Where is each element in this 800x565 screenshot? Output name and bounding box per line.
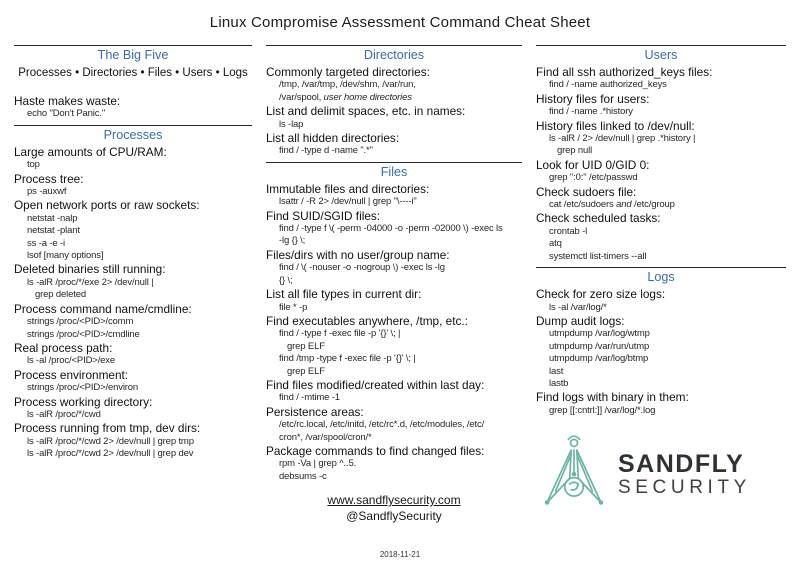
entry-process-command-name-cmdline — [14, 302, 252, 341]
entry-find-all-ssh-authorized-keys-files — [536, 65, 786, 92]
entry-label: Check scheduled tasks: — [536, 211, 661, 226]
entry-process-environment — [14, 368, 252, 395]
command-line: systemctl list-timers --all — [549, 250, 647, 262]
entry-files-dirs-with-no-user-group-name — [266, 248, 522, 287]
divider-rule — [266, 45, 522, 46]
divider-rule — [536, 45, 786, 46]
command-line: ps -auxwf — [27, 186, 67, 198]
command-line — [536, 199, 786, 211]
entry-label: Process command name/cmdline: — [14, 301, 192, 316]
command-line — [266, 92, 522, 104]
command-line: cron*, /var/spool/cron/* — [279, 431, 372, 443]
command-line: grep ":0:" /etc/passwd — [549, 172, 638, 184]
entry-check-sudoers-file — [536, 185, 786, 212]
entry-label: List all hidden directories: — [266, 131, 400, 146]
command-line: grep null — [557, 145, 593, 157]
command-line: rpm -Va | grep ^..5. — [279, 458, 357, 470]
entry-check-for-zero-size-logs — [536, 287, 786, 314]
column-3 — [536, 41, 786, 524]
command-line: netstat -nalp — [27, 212, 78, 224]
entry-label: Files/dirs with no user/group name: — [266, 247, 450, 262]
column-2 — [266, 41, 522, 524]
command-line: ls -alR /proc/*/exe 2> /dev/null | — [27, 276, 154, 288]
entry-label: Process working directory: — [14, 394, 153, 409]
command-line: ls -alR /proc/*/cwd 2> /dev/null | grep dev — [27, 448, 194, 460]
entry-label: List and delimit spaces, etc. in names: — [266, 104, 466, 119]
entry-immutable-files-and-directories — [266, 182, 522, 209]
command-text: /etc/group — [631, 199, 675, 211]
entry-label: Dump audit logs: — [536, 313, 625, 328]
entry-label: Large amounts of CPU/RAM: — [14, 144, 167, 159]
command-line: {} \; — [279, 274, 293, 286]
entry-label: Process tree: — [14, 171, 84, 186]
command-line: -lg {} \; — [279, 235, 306, 247]
entry-label: Commonly targeted directories: — [266, 65, 430, 79]
divider-rule — [14, 125, 252, 126]
entry-label: Package commands to find changed files: — [266, 443, 485, 458]
command-line: ls -al /var/log/* — [549, 301, 607, 313]
command-text: /var/spool, — [279, 91, 324, 103]
entry-label: Find logs with binary in them: — [536, 390, 689, 405]
command-line: lsattr / -R 2> /dev/null | grep "\----i" — [279, 196, 417, 208]
twitter-handle: @SandflySecurity — [346, 509, 442, 524]
sandfly-logo-text — [618, 451, 751, 499]
command-line: strings /proc/<PID>/comm — [27, 316, 134, 328]
entry-label: History files for users: — [536, 91, 650, 106]
command-line: top — [27, 159, 40, 171]
entry-check-scheduled-tasks — [536, 211, 786, 263]
entry-process-working-directory — [14, 395, 252, 422]
entry-history-files-for-users — [536, 92, 786, 119]
command-line: grep [[:cntrl:]] /var/log/*.log — [549, 404, 656, 416]
command-line: strings /proc/<PID>/cmdline — [27, 328, 140, 340]
command-line: /etc/rc.local, /etc/initd, /etc/rc*.d, /etc/modules, /etc/ — [279, 419, 485, 431]
entry-deleted-binaries-still-running — [14, 262, 252, 301]
command-text: cat /etc/sudoers — [549, 199, 617, 211]
command-line: lsof [many options] — [27, 250, 104, 262]
command-line: ls -lap — [279, 118, 304, 130]
command-line: ls -alR / 2> /dev/null | grep .*history | — [549, 133, 696, 145]
entry-package-commands-to-find-changed-files — [266, 444, 522, 483]
command-line: grep ELF — [287, 340, 325, 352]
divider-rule — [536, 267, 786, 268]
entry-find-files-modified-created-within-last- — [266, 378, 522, 405]
command-line: last — [549, 365, 564, 377]
command-line: echo "Don't Panic." — [27, 108, 106, 120]
entry-label: Process environment: — [14, 367, 129, 382]
logo-wordmark-line2: SECURITY — [618, 476, 751, 498]
command-line: ss -a -e -i — [27, 237, 65, 249]
page-title: Linux Compromise Assessment Command Cheat Sheet — [209, 14, 591, 31]
command-line: strings /proc/<PID>/environ — [27, 382, 139, 394]
entry-label: Open network ports or raw sockets: — [14, 198, 200, 213]
command-line: find / -name .*history — [549, 106, 633, 118]
entry-persistence-areas — [266, 405, 522, 444]
command-line: debsums -c — [279, 470, 327, 482]
big-five-list: Processes • Directories • Files • Users • Logs — [18, 67, 248, 79]
divider-rule — [14, 45, 252, 46]
sandfly-logo — [536, 433, 786, 516]
spacer — [14, 81, 252, 94]
command-line: grep deleted — [35, 289, 87, 301]
command-line: find / -type f -exec file -p '{}' \; | — [279, 328, 401, 340]
entry-label: Persistence areas: — [266, 404, 364, 419]
command-line: ls -al /proc/<PID>/exe — [27, 355, 116, 367]
command-line: lastb — [549, 377, 569, 389]
section-heading-the-big-five: The Big Five — [97, 48, 169, 62]
command-line: file * -p — [279, 301, 308, 313]
command-line: /tmp, /var/tmp, /dev/shm, /var/run, — [279, 79, 416, 91]
entry-label: Check sudoers file: — [536, 184, 637, 199]
entry-history-files-linked-to-dev-null — [536, 119, 786, 158]
entry-label: Check for zero size logs: — [536, 287, 666, 302]
entry-find-executables-anywhere-tmp-etc — [266, 314, 522, 378]
command-emphasis: user home directories — [323, 91, 412, 103]
entry-label: Find executables anywhere, /tmp, etc.: — [266, 313, 468, 328]
columns — [14, 41, 786, 524]
command-line: find / -type f \( -perm -04000 -o -perm -02000 \) -exec ls — [279, 223, 503, 235]
entry-haste-makes-waste — [14, 94, 252, 121]
entry-label: Find files modified/created within last day: — [266, 377, 485, 392]
column-1 — [14, 41, 252, 524]
entry-dump-audit-logs — [536, 314, 786, 390]
entry-look-for-uid-0-gid-0 — [536, 158, 786, 185]
command-line: crontab -l — [549, 225, 588, 237]
entry-list-all-file-types-in-current-dir — [266, 287, 522, 314]
entry-label: Deleted binaries still running: — [14, 262, 166, 277]
section-heading-directories: Directories — [363, 48, 425, 62]
section-heading-files: Files — [380, 164, 408, 179]
entry-process-tree — [14, 172, 252, 199]
entry-list-all-hidden-directories — [266, 131, 522, 158]
command-line: find /tmp -type f -exec file -p '{}' \; | — [279, 353, 416, 365]
footer-links — [266, 491, 522, 524]
logo-wordmark-line1: SANDFLY — [618, 449, 745, 478]
command-line: find / -mtime -1 — [279, 392, 340, 404]
entry-label: Find all ssh authorized_keys files: — [536, 65, 713, 79]
command-line: ls -alR /proc/*/cwd — [27, 408, 101, 420]
entry-label: Immutable files and directories: — [266, 181, 430, 196]
command-line: find / -name authorized_keys — [549, 79, 667, 91]
divider-rule — [266, 162, 522, 163]
command-line: utmpdump /var/run/utmp — [549, 340, 650, 352]
entry-label: Real process path: — [14, 340, 113, 355]
command-line: grep ELF — [287, 365, 325, 377]
command-emphasis: and — [616, 199, 632, 211]
entry-label: History files linked to /dev/null: — [536, 118, 695, 133]
command-line: find / \( -nouser -o -nogroup \) -exec ls -lg — [279, 262, 445, 274]
section-heading-users: Users — [644, 48, 678, 62]
entry-label: Haste makes waste: — [14, 94, 121, 108]
entry-find-suid-sgid-files — [266, 209, 522, 248]
entry-large-amounts-of-cpu-ram — [14, 145, 252, 172]
entry-commonly-targeted-directories — [266, 65, 522, 104]
command-line: netstat -plant — [27, 225, 80, 237]
entry-label: Process running from tmp, dev dirs: — [14, 421, 201, 436]
command-line: find / -type d -name ".*" — [279, 145, 373, 157]
entry-find-logs-with-binary-in-them — [536, 390, 786, 417]
entry-label: List all file types in current dir: — [266, 287, 422, 302]
command-line: ls -alR /proc/*/cwd 2> /dev/null | grep tmp — [27, 435, 194, 447]
sandfly-fly-icon — [538, 433, 610, 516]
command-line: utmpdump /var/log/btmp — [549, 353, 649, 365]
section-heading-processes: Processes — [103, 127, 163, 142]
entry-label: Find SUID/SGID files: — [266, 208, 381, 223]
command-line: atq — [549, 238, 562, 250]
entry-open-network-ports-or-raw-sockets — [14, 198, 252, 262]
entry-label: Look for UID 0/GID 0: — [536, 157, 650, 172]
website-link[interactable]: www.sandflysecurity.com — [327, 493, 461, 508]
date-stamp: 2018-11-21 — [379, 550, 421, 559]
entry-real-process-path — [14, 341, 252, 368]
entry-list-and-delimit-spaces-etc-in-names — [266, 104, 522, 131]
command-line: utmpdump /var/log/wtmp — [549, 328, 650, 340]
section-heading-logs: Logs — [647, 270, 675, 285]
entry-process-running-from-tmp-dev-dirs — [14, 421, 252, 460]
